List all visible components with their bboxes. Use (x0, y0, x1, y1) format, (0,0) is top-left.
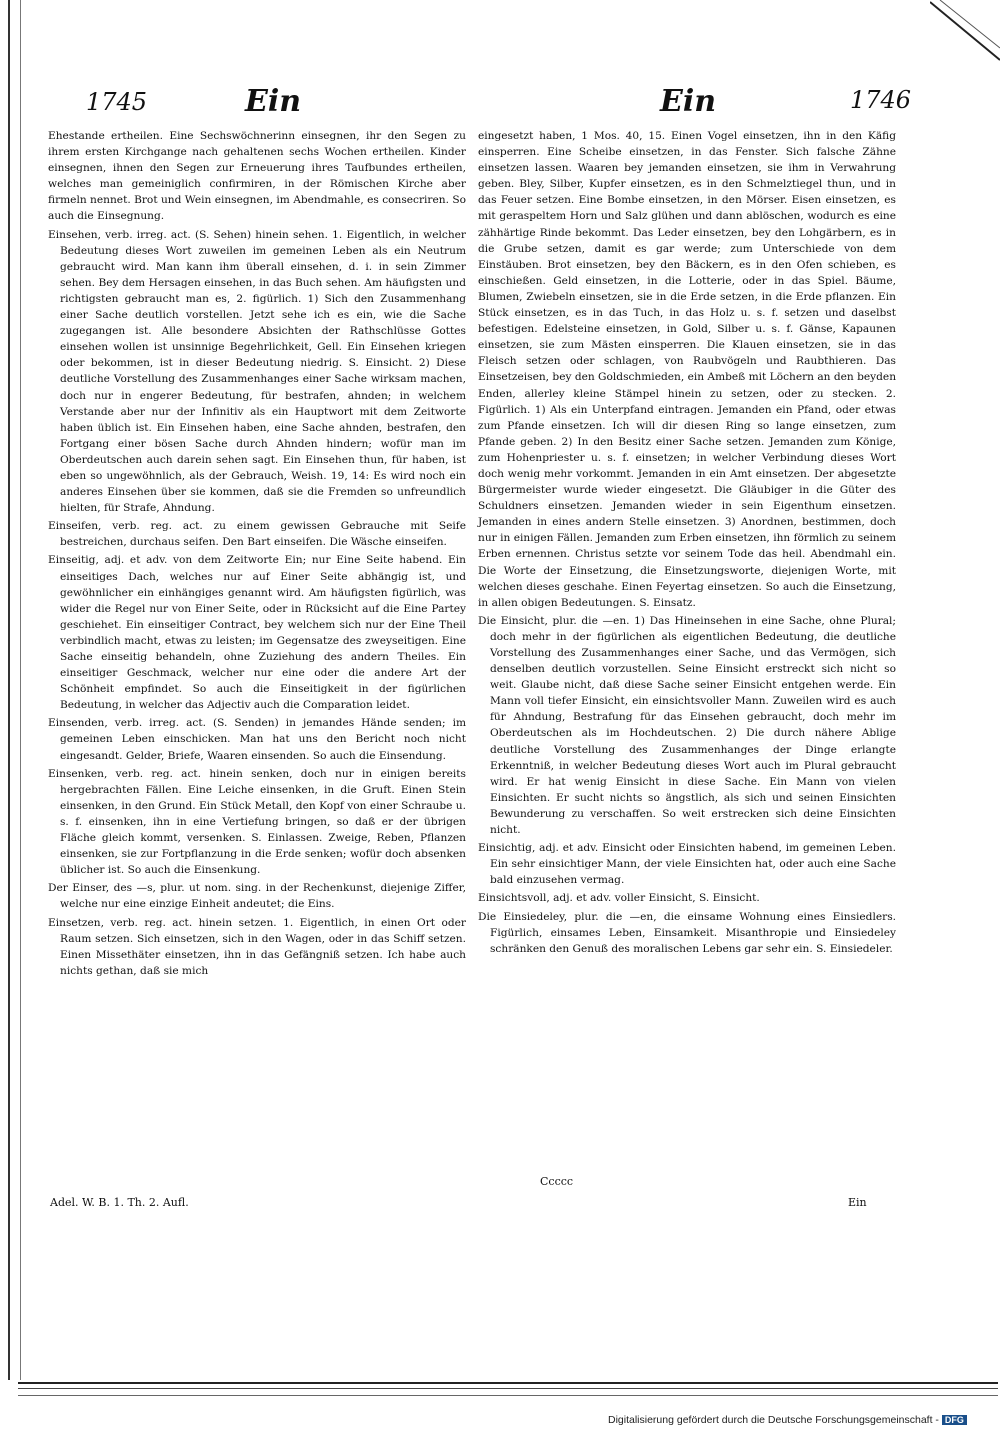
right-page-number: 1746 (850, 86, 912, 114)
catchword: Ein (848, 1196, 867, 1209)
signature-mark: Ccccc (540, 1175, 574, 1188)
entry-paragraph: Die Einsicht, plur. die —en. 1) Das Hineinsehen in eine Sache, ohne Plural; doch mehr in der figürlichen als eigentlichen Bedeutung, die deutliche Vorstellung des Zusammenhanges einer Sache, und das Vermögen, sich denselben deutlich vorzustellen. Seine Einsicht erstreckt sich nicht so weit. Glaube nicht, daß diese Sache seiner Einsicht entgehen werde. Ein Mann voll tiefer Einsicht, ein einsichtsvoller Mann. Zuweilen wird es auch für Ahndung, Bestrafung für das Einsehen gebraucht, doch mehr im Oberdeutschen als im Hochdeutschen. 2) Die durch nähere Ablige deutliche Vorstellung des Zusammenhanges der Dinge erlangte Erkenntniß, in welcher Bedeutung dieses Wort auch im Plural gebraucht wird. Er hat wenig Einsicht in diese Sache. Ein Mann von vielen Einsichten. Er sucht nichts so ängstlich, als sich und seinen Einsichten Bewunderung zu verschaffen. So weit erstrecken sich deine Einsichten nicht. (478, 614, 896, 837)
bottom-rule (18, 1382, 998, 1384)
entry-paragraph: Ehestande ertheilen. Eine Sechswöchnerinn einsegnen, ihr den Segen zu ihrem ersten Kirchgange nach gehaltenen sechs Wochen ertheilen. Kinder einsegnen, ihnen den Segen zur Erneuerung ihres Taufbundes ertheilen, welches man gemeiniglich confirmiren, in der Römischen Kirche aber firmeln nennet. Brot und Wein einsegnen, im Abendmahle, es consecriren. So auch die Einsegnung. (48, 130, 466, 223)
left-header-keyword: Ein (245, 84, 302, 119)
bottom-rule (18, 1395, 998, 1396)
entry-paragraph: Einsenken, verb. reg. act. hinein senken, doch nur in einigen bereits hergebrachten Fällen. Eine Leiche einsenken, in die Gruft. Einen Stein einsenken, in den Grund. Ein Stück Metall, den Kopf von einer Schraube u. s. f. einsenken, ihn in eine Vertiefung bringen, so daß er der übrigen Fläche gleich kommt, versenken. S. Einlassen. Zweige, Reben, Pflanzen einsenken, sie zur Fortpflanzung in die Erde senken; wofür doch absenken üblicher ist. So auch die Einsenkung. (48, 767, 466, 877)
left-page-number: 1745 (86, 88, 148, 116)
entry-paragraph: Einsehen, verb. irreg. act. (S. Sehen) hinein sehen. 1. Eigentlich, in welcher Bedeutung dieses Wort zuweilen im gemeinen Leben als ein Neutrum gebraucht wird. Man kann ihm überall einsehen, d. i. in sein Zimmer sehen. Bey dem Hersagen einsehen, in das Buch sehen. Am häufigsten und richtigsten gebraucht man es, 2. figürlich. 1) Sich den Zusammenhang einer Sache deutlich vorstellen. Jetzt sehe ich es ein, wie die Sache zugegangen ist. Alle besondere Absichten der Rathschlüsse Gottes einsehen wollen ist unsinnige Begehrlichkeit, Gell. Ein Einsehen kriegen oder bekommen, ist in dieser Bedeutung niedrig. S. Einsicht. 2) Diese deutliche Vorstellung des Zusammenhanges einer Sache wirksam machen, doch nur in engerer Bedeutung, für bestrafen, ahnden; in welchem Verstande aber nur der Infinitiv als ein Hauptwort mit dem Zeitworte haben üblich ist. Ein Einsehen haben, eine Sache ahnden, bestrafen, den Fortgang einer bösen Sache durch Ahnden hindern; wofür man im Oberdeutschen auch darein sehen sagt. Ein Einsehen thun, für haben, ist eben so ungewöhnlich, als der Gebrauch, Weish. 19, 14: Es wird noch ein anderes Einsehen über sie kommen, daß sie die Fremden so unfreundlich hielten, für Strafe, Ahndung. (48, 228, 466, 515)
right-column (478, 128, 896, 959)
left-column (48, 128, 466, 981)
entry-paragraph: Einseitig, adj. et adv. von dem Zeitworte Ein; nur Eine Seite habend. Ein einseitiges Dach, welches nur auf Einer Seite abhängig ist, und gewöhnlicher ein einhängiges genannt wird. Am häufigsten figürlich, was wider die Regel nur von Einer Seite, oder in Rücksicht auf die Eine Partey geschiehet. Ein einseitiger Contract, bey welchem sich nur der Eine Theil verbindlich macht, etwas zu leisten; im Gegensatze des zweyseitigen. Eine Sache einseitig behandeln, ohne Zuziehung des andern Theiles. Ein einseitiger Geschmack, welcher nur eine oder die andere Art der Schönheit empfindet. So auch die Einseitigkeit in der figürlichen Bedeutung, in welcher das Adjectiv auch die Comparation leidet. (48, 554, 466, 712)
digitization-notice-text: Digitalisierung gefördert durch die Deutsche Forschungsgemeinschaft - (608, 1414, 939, 1426)
dfg-logo: DFG (942, 1415, 967, 1425)
page-corner-fold (930, 0, 1000, 80)
entry-paragraph: Einsenden, verb. irreg. act. (S. Senden) in jemandes Hände senden; im gemeinen Leben einschicken. Man hat uns den Bericht noch nicht eingesandt. Gelder, Briefe, Waaren einsenden. So auch die Einsendung. (48, 717, 466, 762)
page-edge (8, 0, 21, 1380)
footnote: Adel. W. B. 1. Th. 2. Aufl. (50, 1196, 189, 1209)
entry-paragraph: Der Einser, des —s, plur. ut nom. sing. in der Rechenkunst, diejenige Ziffer, welche nur eine einzige Einheit andeutet; die Eins. (48, 882, 466, 911)
bottom-rule (18, 1388, 998, 1389)
entry-paragraph: Einsichtsvoll, adj. et adv. voller Einsicht, S. Einsicht. (478, 892, 760, 905)
entry-paragraph: Die Einsiedeley, plur. die —en, die einsame Wohnung eines Einsiedlers. Figürlich, einsames Leben, Einsamkeit. Misanthropie und Einsiedeley schränken den Genuß des moralischen Lebens gar sehr ein. S. Einsiedeler. (478, 910, 896, 955)
entry-paragraph: Einseifen, verb. reg. act. zu einem gewissen Gebrauche mit Seife bestreichen, durchaus seifen. Den Bart einseifen. Die Wäsche einseifen. (48, 520, 466, 549)
entry-paragraph: Einsichtig, adj. et adv. Einsicht oder Einsichten habend, im gemeinen Leben. Ein sehr einsichtiger Mann, der viele Einsichten hat, oder auch eine Sache bald einzusehen vermag. (478, 842, 896, 887)
digitization-notice (608, 1414, 967, 1426)
entry-paragraph: Einsetzen, verb. reg. act. hinein setzen. 1. Eigentlich, in einen Ort oder Raum setzen. Sich einsetzen, sich in den Wagen, oder in das Schiff setzen. Einen Missethäter einsetzen, ihn in das Gefängniß setzen. Ich habe auch nichts gethan, daß sie mich (48, 916, 466, 977)
right-header-keyword: Ein (660, 84, 717, 119)
entry-paragraph: eingesetzt haben, 1 Mos. 40, 15. Einen Vogel einsetzen, ihn in den Käfig einsperren. Eine Scheibe einsetzen, in das Fenster. Sich falsche Zähne einsetzen lassen. Waaren bey jemanden einsetzen, sie ihm in Verwahrung geben. Bley, Silber, Kupfer einsetzen, es in den Schmelztiegel thun, und in das Feuer setzen. Eine Bombe einsetzen, in den Mörser. Eisen einsetzen, es mit geraspeltem Horn und Salz glühen und dann ablöschen, wodurch es eine zähhärtige Rinde bekommt. Das Leder einsetzen, bey den Lohgärbern, es in die Grube setzen, damit es gar werde; zum Unterschiede von dem Einstäuben. Brot einsetzen, bey den Bäckern, es in den Ofen schieben, es einschießen. Geld einsetzen, in die Lotterie, oder in das Spiel. Bäume, Blumen, Zwiebeln einsetzen, sie in die Erde setzen, in die Erde pflanzen. Ein Stück einsetzen, es in das Tuch, in das Holz u. s. f. setzen und daselbst befestigen. Edelsteine einsetzen, in Gold, Silber u. s. f. Gänse, Kapaunen einsetzen, sie zum Mästen einsperren. Die Klauen einsetzen, sie in das Fleisch setzen oder schlagen, von Raubvögeln und Raubthieren. Das Einsetzeisen, bey den Goldschmieden, ein Ambeß mit Löchern an den beyden Enden, allerley kleine Stämpel hinein zu setzen, oder zu stecken. 2. Figürlich. 1) Als ein Unterpfand eintragen. Jemanden ein Pfand, oder etwas zum Pfande einsetzen. Ich will dir diesen Ring so lange einsetzen, zum Pfande geben. 2) In den Besitz einer Sache setzen. Jemanden zum Könige, zum Hohenpriester u. s. f. einsetzen; in welcher Verbindung dieses Wort doch wenig mehr vorkommt. Jemanden in ein Amt einsetzen. Der abgesetzte Bürgermeister wurde wieder eingesetzt. Die Gläubiger in die Güter des Schuldners einsetzen. Jemanden wieder in sein Eigenthum einsetzen. Jemanden in eines andern Stelle einsetzen. 3) Anordnen, bestimmen, doch nur in einigen Fällen. Jemanden zum Erben einsetzen, ihn förmlich zu seinem Erben ernennen. Christus setzte vor seinem Tode das heil. Abendmahl ein. Die Worte der Einsetzung, die Einsetzungsworte, diejenigen Worte, mit welchen dieses geschahe. Einen Feyertag einsetzen. So auch die Einsetzung, in allen obigen Bedeutungen. S. Einsatz. (478, 130, 897, 609)
